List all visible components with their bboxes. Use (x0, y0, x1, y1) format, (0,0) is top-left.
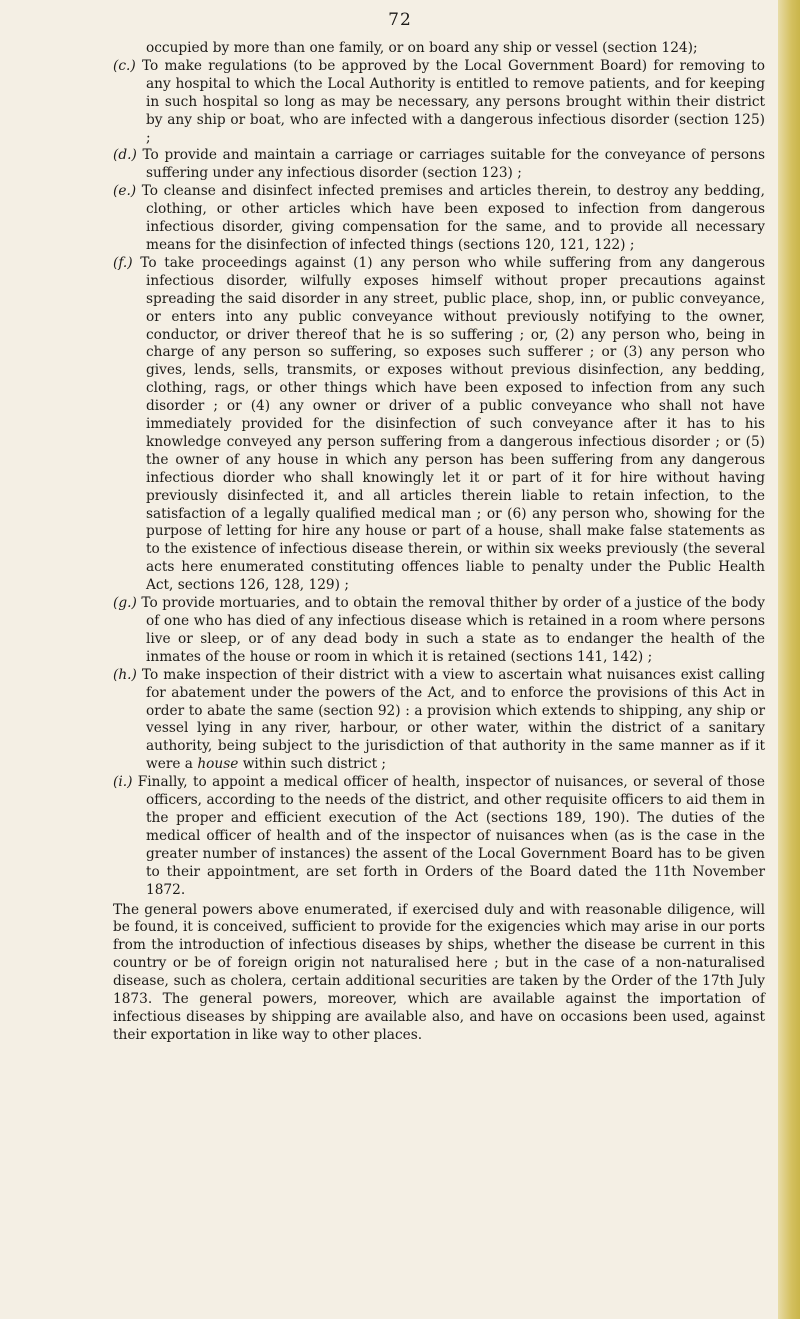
item-label: (d.) (113, 147, 137, 164)
item-label: (h.) (113, 666, 137, 683)
item-text: To provide and maintain a carriage or carriages suitable for the conveyance of persons suffering under any infectious disorder (section 123) ; (142, 147, 765, 182)
power-item-e (113, 183, 765, 255)
item-text: To cleanse and disinfect infected premises and articles therein, to destroy any bedding, clothing, or other articles which have been exposed to infection from dangerous infectious disorder, giving compensation for the same, and to provide all necessary means for the disinfection of infected things (sections 120, 121, 122) ; (141, 183, 765, 253)
item-text: To provide mortuaries, and to obtain the removal thither by order of a justice of the body of one who has died of any infectious disease which is retained in a room where persons live or sleep, or of any dead body in such a state as to endanger the health of the inmates of the house or room in which it is retained (sections 141, 142) ; (141, 595, 765, 665)
power-item-f (113, 255, 765, 595)
item-text: To take proceedings against (1) any person who while suffering from any dangerous infectious disorder, wilfully exposes himself without proper precautions against spreading the said disorder in any street, public place, shop, inn, or public conveyance, or enters into any public conveyance without previously notifying to the owner, conductor, or driver thereof that he is so suffering ; or, (2) any person who, being in charge of any person so suffering, so exposes such sufferer ; or (3) any person who gives, lends, sells, transmits, or exposes without previous disinfection, any bedding, clothing, rags, or other things which have been exposed to infection from any such disorder ; or (4) any owner or driver of a public conveyance who shall not have immediately provided for the disinfection of such conveyance after it has to his knowledge conveyed any person suffering from a dangerous infectious disorder ; or (5) the owner of any house in which any person has been suffering from any dangerous infectious diorder who shall knowingly let it or part of it for hire without having previously disinfected it, and all articles therein liable to retain infection, to the satisfaction of a legally qualified medical man ; or (6) any person who, showing for the purpose of letting for hire any house or part of a house, shall make false statements as to the existence of infectious disease therein, or within six weeks previously (the several acts here enumerated constituting offences liable to penalty under the Public Health Act, sections 126, 128, 129) ; (140, 254, 766, 594)
item-text: To make regulations (to be approved by the Local Government Board) for removing to any hospital to which the Local Authority is entitled to remove patients, and for keeping in such hospital so long as may be necessary, any persons brought within their district by any ship or boat, who are infected with a dangerous infectious disorder (section 125) ; (141, 57, 765, 146)
item-label: (i.) (113, 774, 133, 791)
item-label: (g.) (113, 595, 137, 612)
power-item-g (113, 595, 765, 667)
item-label: (f.) (113, 254, 133, 271)
item-label: (c.) (113, 57, 136, 74)
power-item-c (113, 58, 765, 148)
item-text: Finally, to appoint a medical officer of health, inspector of nuisances, or several of those officers, according to the needs of the district, and other requisite officers to aid them in the proper and efficient execution of the Act (sections 189, 190). The duties of the medical officer of health and of the inspector of nuisances when (as is the case in the greater number of instances) the assent of the Local Government Board has to be given to their appointment, are set forth in Orders of the Board dated the 11th November 1872. (137, 774, 765, 898)
item-text-after: within such district ; (242, 756, 387, 773)
power-item-i (113, 774, 765, 899)
item-label: (e.) (113, 183, 137, 200)
power-item-d (113, 147, 765, 183)
continuation-text: occupied by more than one family, or on board any ship or vessel (section 124); (146, 40, 698, 56)
text-block (113, 40, 765, 1045)
power-item-h (113, 667, 765, 774)
closing-paragraph (113, 902, 765, 1045)
closing-text: The general powers above enumerated, if exercised duly and with reasonable diligence, will be found, it is conceived, sufficient to provide for the exigencies which may arise in our ports from the introduction of infectious diseases by ships, whether the disease be current in this country or be of foreign origin not naturalised here ; but in the case of a non-naturalised disease, such as cholera, certain additional securities are taken by the Order of the 17th July 1873. The general powers, moreover, which are available against the importation of infectious diseases by shipping are available also, and have on occasions been used, against their exportation in like way to other places. (113, 901, 765, 1043)
page-number: 72 (388, 10, 412, 30)
item-emphasis: house (197, 756, 239, 773)
page-edge (778, 0, 800, 1319)
continuation-paragraph (113, 40, 765, 58)
item-text-before: To make inspection of their district with a view to ascertain what nuisances exist calling for abatement under the powers of the Act, and to enforce the provisions of this Act in order to abate the same (section 92) : a provision which extends to shipping, any ship or vessel lying in any river, harbour, or other water, within the district of a sanitary authority, being subject to the jurisdiction of that authority in the same manner as if it were a (141, 666, 765, 773)
